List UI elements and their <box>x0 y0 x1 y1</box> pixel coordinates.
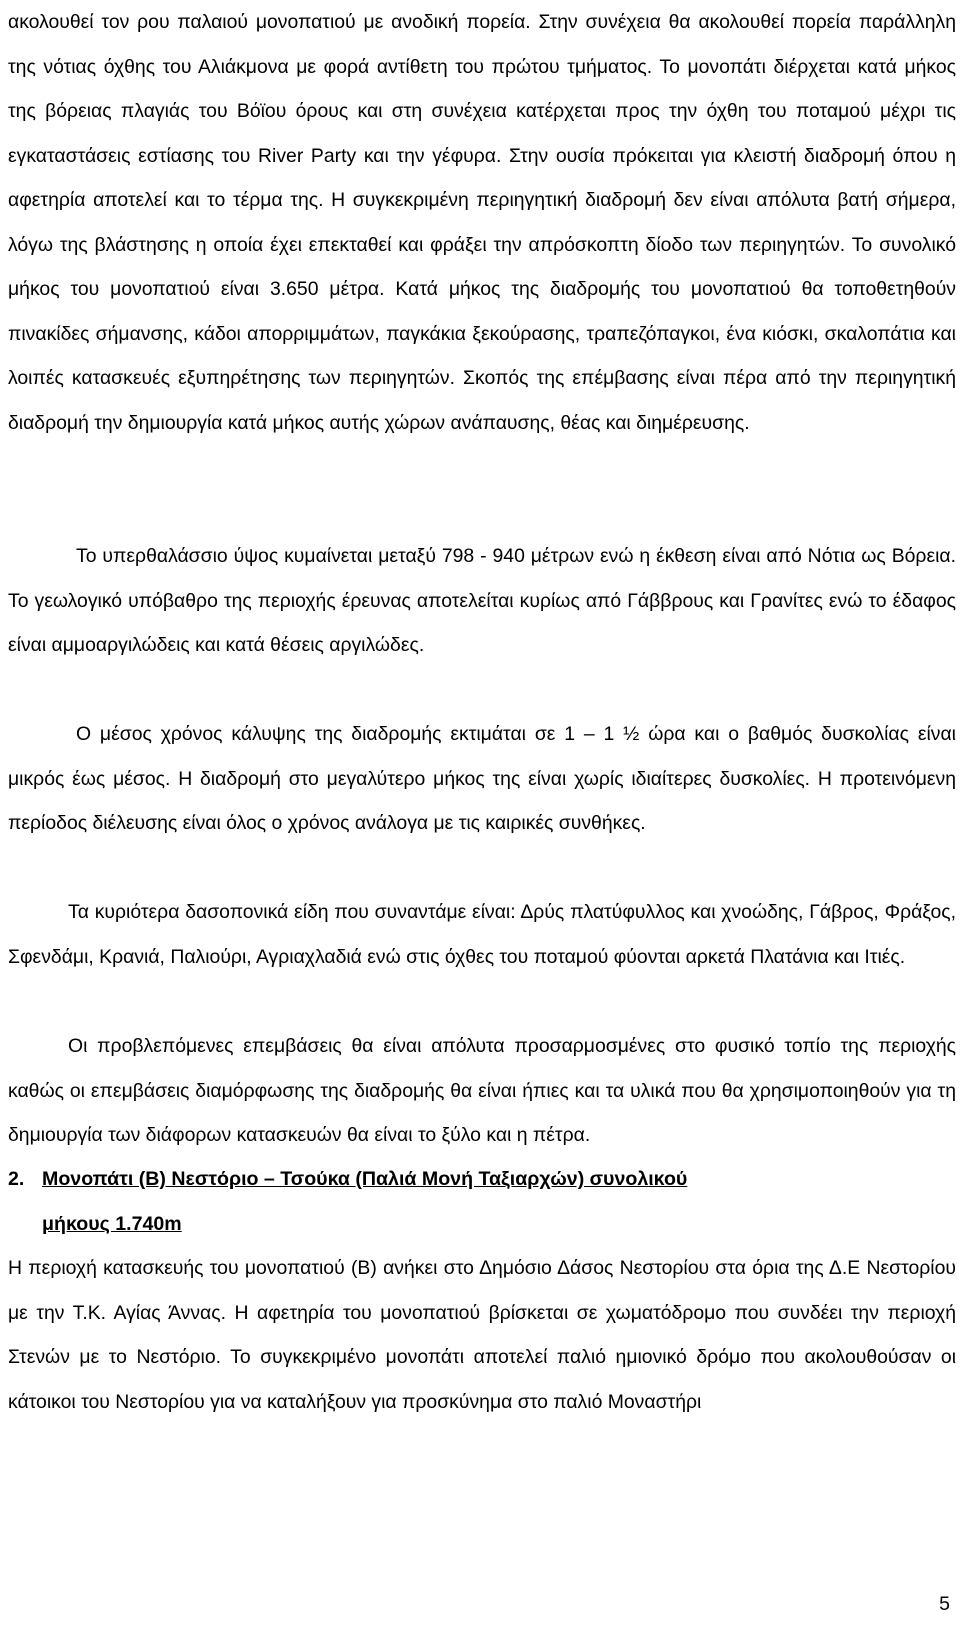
paragraph-altitude-geology: Το υπερθαλάσσιο ύψος κυμαίνεται μεταξύ 798 - 940 μέτρων ενώ η έκθεση είναι από Νότια ως Βόρεια. Το γεωλογικό υπόβαθρο της περιοχής έρευνας αποτελείται κυρίως από Γάββρους και Γρανίτες ενώ το έδαφος είναι αμμοαργιλώδεις και κατά θέσεις αργιλώδες. <box>8 545 956 656</box>
page-number: 5 <box>939 1593 950 1615</box>
section-heading-trail-b <box>8 1157 956 1246</box>
paragraph-duration-difficulty: Ο μέσος χρόνος κάλυψης της διαδρομής εκτιμάται σε 1 – 1 ½ ώρα και ο βαθμός δυσκολίας είναι μικρός έως μέσος. Η διαδρομή στο μεγαλύτερο μήκος της είναι χωρίς ιδιαίτερες δυσκολίες. Η προτεινόμενη περίοδος διέλευσης είναι όλος ο χρόνος ανάλογα με τις καιρικές συνθήκες. <box>8 723 956 834</box>
paragraph-trail-a-description: ακολουθεί τον ρου παλαιού μονοπατιού με ανοδική πορεία. Στην συνέχεια θα ακολουθεί πορεία παράλληλη της νότιας όχθης του Αλιάκμονα με φορά αντίθετη του πρώτου τμήματος. Το μονοπάτι διέρχεται κατά μήκος της βόρειας πλαγιάς του Βόϊου όρους και στη συνέχεια κατέρχεται προς την όχθη του ποταμού μέχρι τις εγκαταστάσεις εστίασης του River Party και την γέφυρα. Στην ουσία πρόκειται για κλειστή διαδρομή όπου η αφετηρία αποτελεί και το τέρμα της. Η συγκεκριμένη περιηγητική διαδρομή δεν είναι απόλυτα βατή σήμερα, λόγω της βλάστησης η οποία έχει επεκταθεί και φράξει την απρόσκοπτη δίοδο των περιηγητών. Το συνολικό μήκος του μονοπατιού είναι 3.650 μέτρα. Κατά μήκος της διαδρομής του μονοπατιού θα τοποθετηθούν πινακίδες σήμανσης, κάδοι απορριμμάτων, παγκάκια ξεκούρασης, τραπεζόπαγκοι, ένα κιόσκι, σκαλοπάτια και λοιπές κατασκευές εξυπηρέτησης των περιηγητών. Σκοπός της επέμβασης είναι πέρα από την περιηγητική διαδρομή την δημιουργία κατά μήκος αυτής χώρων ανάπαυσης, θέας και διημέρευσης. <box>8 11 956 434</box>
paragraph-interventions: Οι προβλεπόμενες επεμβάσεις θα είναι απόλυτα προσαρμοσμένες στο φυσικό τοπίο της περιοχής καθώς οι επεμβάσεις διαμόρφωσης της διαδρομής θα είναι ήπιες και τα υλικά που θα χρησιμοποιηθούν για τη δημιουργία των διάφορων κατασκευών θα είναι το ξύλο και η πέτρα. <box>8 1035 956 1146</box>
paragraph-forest-species: Τα κυριότερα δασοπονικά είδη που συναντάμε είναι: Δρύς πλατύφυλλος και χνοώδης, Γάβρος, Φράξος, Σφενδάμι, Κρανιά, Παλιούρι, Αγριαχλαδιά ενώ στις όχθες του ποταμού φύονται αρκετά Πλατάνια και Ιτιές. <box>8 901 956 968</box>
section-title-line-1: Μονοπάτι (Β) Νεστόριο – Τσούκα (Παλιά Μονή Ταξιαρχών) συνολικού <box>42 1168 688 1190</box>
section-title-line-2: μήκους 1.740m <box>42 1212 182 1235</box>
section-number: 2. <box>8 1168 25 1190</box>
paragraph-trail-b-description: Η περιοχή κατασκευής του μονοπατιού (Β) ανήκει στο Δημόσιο Δάσος Νεστορίου στα όρια της Δ.Ε Νεστορίου με την Τ.Κ. Αγίας Άννας. Η αφετηρία του μονοπατιού βρίσκεται σε χωματόδρομο που συνδέει την περιοχή Στενών με το Νεστόριο. Το συγκεκριμένο μονοπάτι αποτελεί παλιό ημιονικό δρόμο που ακολουθούσαν οι κάτοικοι του Νεστορίου για να καταλήξουν για προσκύνημα στο παλιό Μοναστήρι <box>8 1257 956 1413</box>
